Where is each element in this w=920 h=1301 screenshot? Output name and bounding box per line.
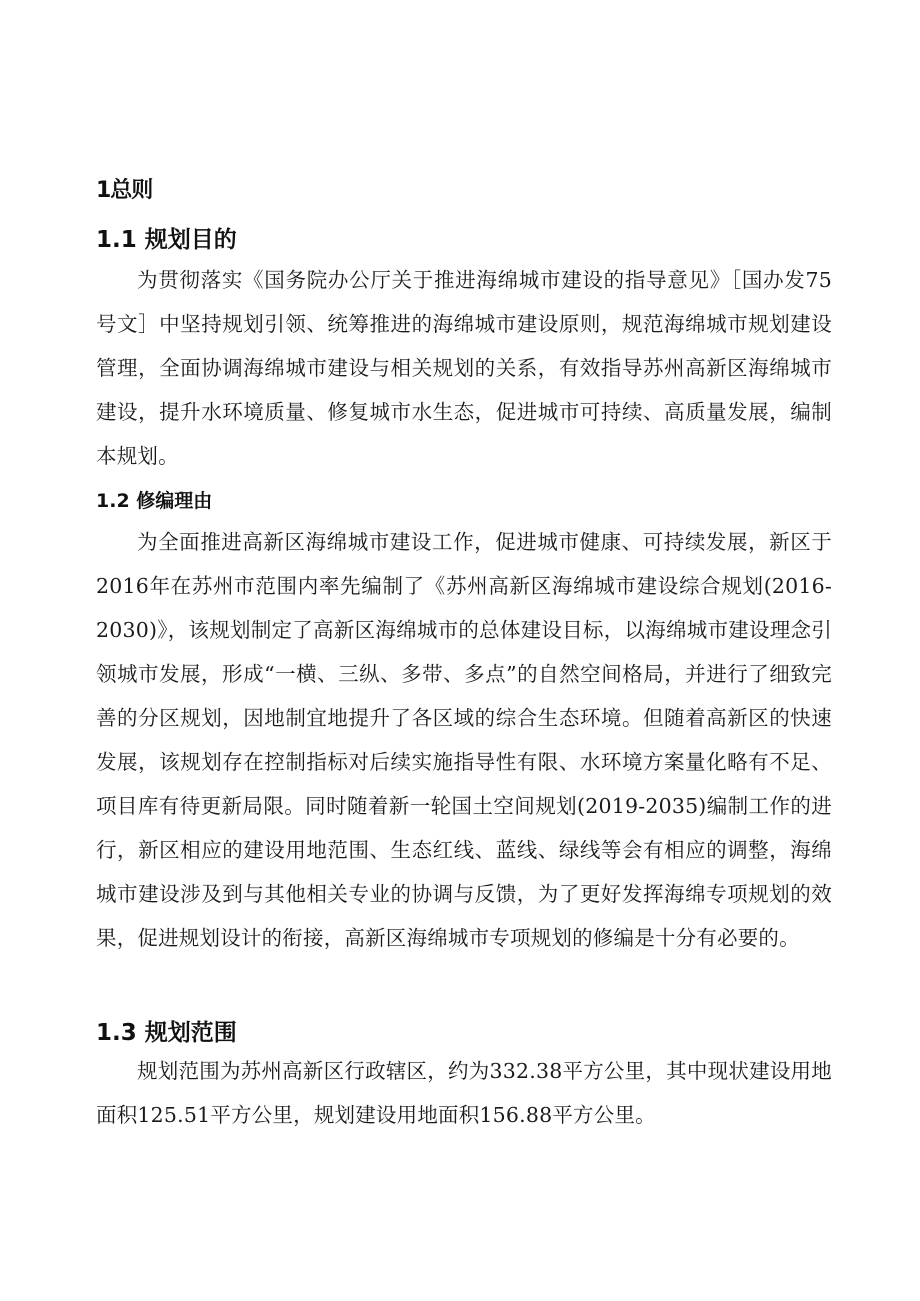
section-heading-purpose: 1.1 规划目的 [96, 227, 237, 253]
section-paragraph-revision-reason: 为全面推进高新区海绵城市建设工作，促进城市健康、可持续发展，新区于2016年在苏州市范围内率先编制了《苏州高新区海绵城市建设综合规划(2016-2030)》，该规划制定了高新区海绵城市的总体建设目标，以海绵城市建设理念引领城市发展，形成“一横、三纵、多带、多点”的自然空间格局，并进行了细致完善的分区规划，因地制宜地提升了各区域的综合生态环境。但随着高新区的快速发展，该规划存在控制指标对后续实施指导性有限、水环境方案量化略有不足、项目库有待更新局限。同时随着新一轮国土空间规划(2019-2035)编制工作的进行，新区相应的建设用地范围、生态红线、蓝线、绿线等会有相应的调整，海绵城市建设涉及到与其他相关专业的协调与反馈，为了更好发挥海绵专项规划的效果，促进规划设计的衔接，高新区海绵城市专项规划的修编是十分有必要的。 [96, 530, 832, 950]
section-heading-revision-reason: 1.2 修编理由 [96, 490, 213, 512]
chapter-title: 1总则 [96, 178, 153, 203]
section-paragraph-scope: 规划范围为苏州高新区行政辖区，约为332.38平方公里，其中现状建设用地面积125.51平方公里，规划建设用地面积156.88平方公里。 [96, 1059, 832, 1127]
section-paragraph-purpose: 为贯彻落实《国务院办公厅关于推进海绵城市建设的指导意见》［国办发75号文］中坚持规划引领、统筹推进的海绵城市建设原则，规范海绵城市规划建设管理，全面协调海绵城市建设与相关规划的关系，有效指导苏州高新区海绵城市建设，提升水环境质量、修复城市水生态，促进城市可持续、高质量发展，编制本规划。 [96, 268, 832, 468]
section-heading-scope: 1.3 规划范围 [96, 1020, 237, 1046]
